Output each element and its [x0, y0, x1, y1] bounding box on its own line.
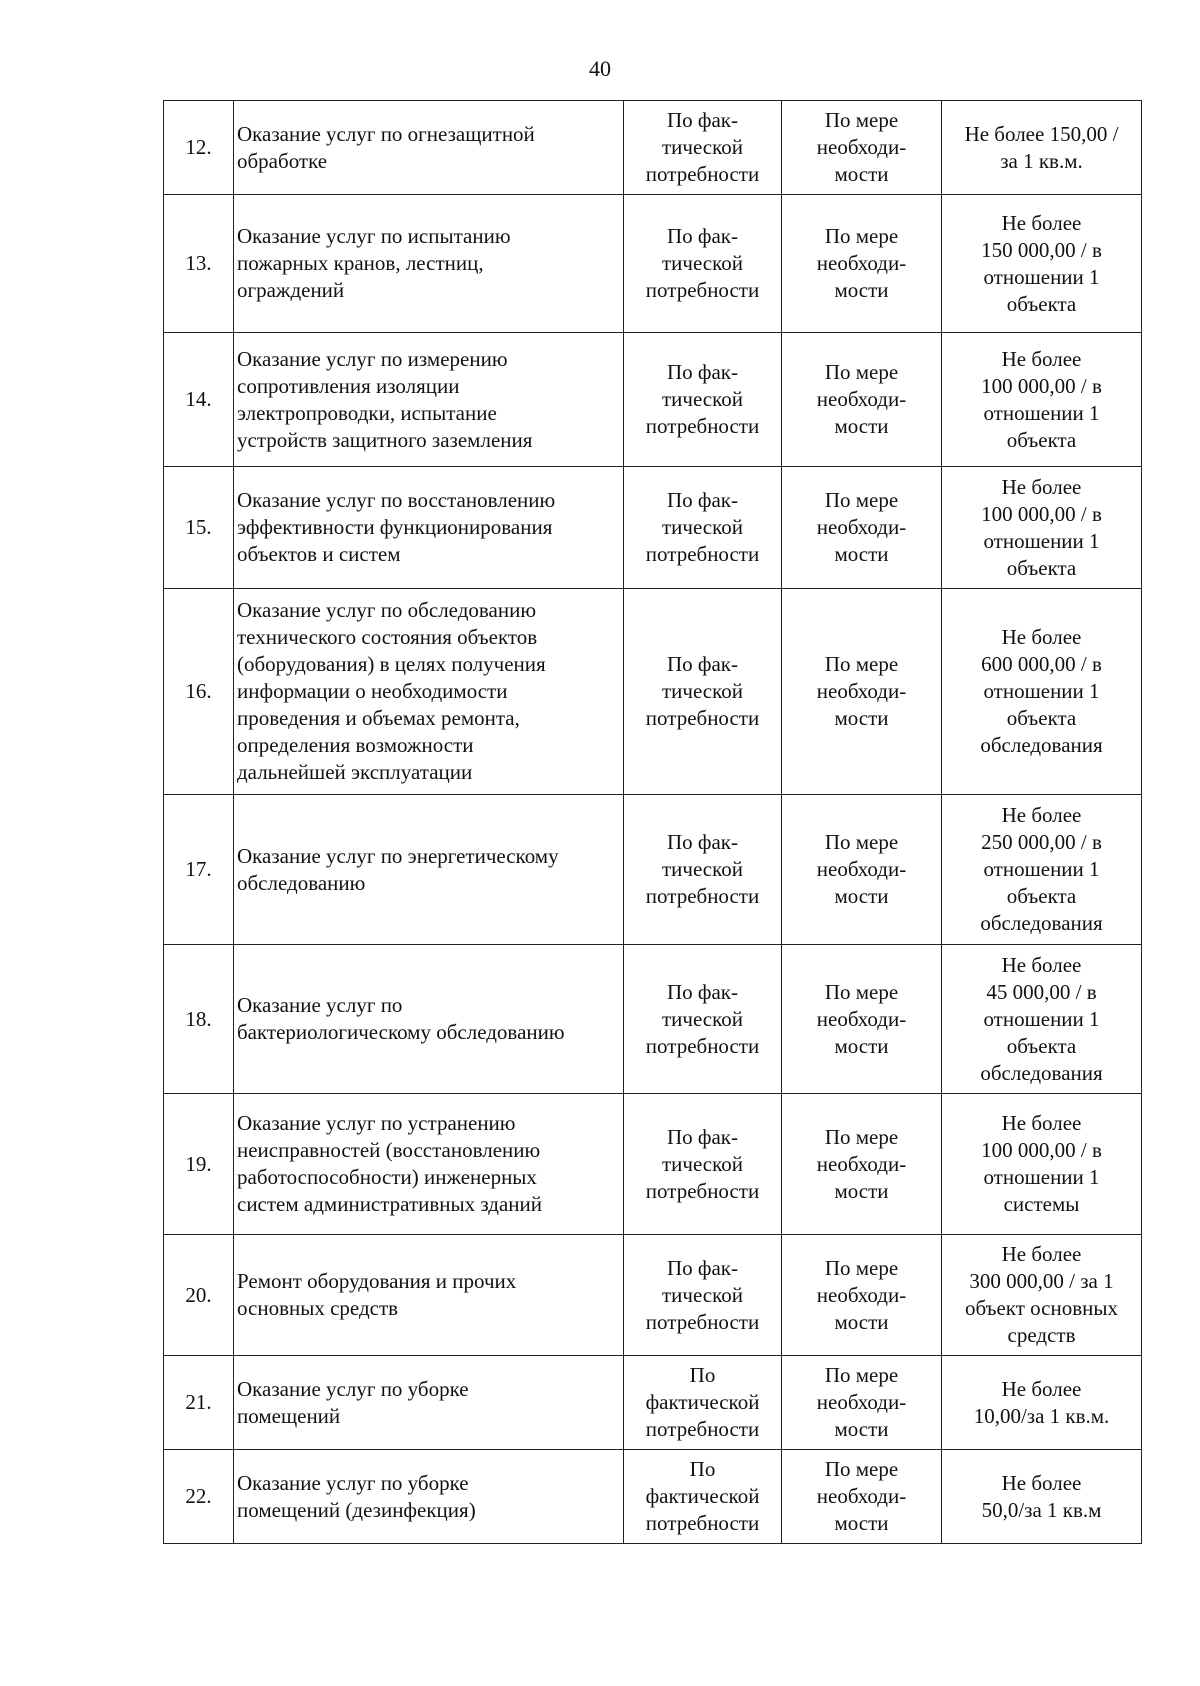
row-number: 18. [164, 945, 234, 1094]
table-row [164, 795, 1142, 945]
service-price: Не более 150,00 / за 1 кв.м. [942, 101, 1142, 195]
service-price: Не более 600 000,00 / в отношении 1 объекта обследования [942, 589, 1142, 795]
service-price: Не более 150 000,00 / в отношении 1 объекта [942, 195, 1142, 333]
service-volume: По фак- тической потребности [624, 333, 782, 467]
table-row [164, 333, 1142, 467]
service-volume: По фактической потребности [624, 1450, 782, 1544]
service-frequency: По мере необходи- мости [782, 1235, 942, 1356]
service-name: Оказание услуг по огнезащитной обработке [234, 101, 624, 195]
service-frequency: По мере необходи- мости [782, 1094, 942, 1235]
service-volume: По фактической потребности [624, 1356, 782, 1450]
service-frequency: По мере необходи- мости [782, 1450, 942, 1544]
service-price: Не более 100 000,00 / в отношении 1 объекта [942, 467, 1142, 589]
service-name: Оказание услуг по уборке помещений [234, 1356, 624, 1450]
service-name: Оказание услуг по уборке помещений (дезинфекция) [234, 1450, 624, 1544]
services-table [163, 100, 1142, 1544]
row-number: 14. [164, 333, 234, 467]
row-number: 21. [164, 1356, 234, 1450]
service-name: Оказание услуг по энергетическому обследованию [234, 795, 624, 945]
service-volume: По фак- тической потребности [624, 589, 782, 795]
table-row [164, 589, 1142, 795]
service-price: Не более 50,0/за 1 кв.м [942, 1450, 1142, 1544]
service-frequency: По мере необходи- мости [782, 589, 942, 795]
service-name: Оказание услуг по устранению неисправностей (восстановлению работоспособности) инженерных систем административных зданий [234, 1094, 624, 1235]
service-volume: По фак- тической потребности [624, 467, 782, 589]
table-row [164, 945, 1142, 1094]
service-name: Оказание услуг по измерению сопротивления изоляции электропроводки, испытание устройств защитного заземления [234, 333, 624, 467]
service-frequency: По мере необходи- мости [782, 467, 942, 589]
service-name: Оказание услуг по восстановлению эффективности функционирования объектов и систем [234, 467, 624, 589]
service-volume: По фак- тической потребности [624, 1235, 782, 1356]
service-volume: По фак- тической потребности [624, 101, 782, 195]
table-row [164, 1450, 1142, 1544]
page-number: 40 [589, 56, 611, 81]
service-volume: По фак- тической потребности [624, 795, 782, 945]
service-price: Не более 250 000,00 / в отношении 1 объекта обследования [942, 795, 1142, 945]
service-name: Оказание услуг по испытанию пожарных кранов, лестниц, ограждений [234, 195, 624, 333]
table-row [164, 467, 1142, 589]
service-price: Не более 100 000,00 / в отношении 1 объекта [942, 333, 1142, 467]
service-volume: По фак- тической потребности [624, 195, 782, 333]
service-frequency: По мере необходи- мости [782, 101, 942, 195]
service-volume: По фак- тической потребности [624, 1094, 782, 1235]
row-number: 19. [164, 1094, 234, 1235]
service-name: Оказание услуг по обследованию технического состояния объектов (оборудования) в целях получения информации о необходимости проведения и объемах ремонта, определения возможности дальнейшей эксплуатации [234, 589, 624, 795]
row-number: 17. [164, 795, 234, 945]
service-name: Ремонт оборудования и прочих основных средств [234, 1235, 624, 1356]
service-frequency: По мере необходи- мости [782, 333, 942, 467]
service-price: Не более 300 000,00 / за 1 объект основных средств [942, 1235, 1142, 1356]
row-number: 15. [164, 467, 234, 589]
service-volume: По фак- тической потребности [624, 945, 782, 1094]
row-number: 12. [164, 101, 234, 195]
service-frequency: По мере необходи- мости [782, 795, 942, 945]
table-row [164, 1356, 1142, 1450]
service-frequency: По мере необходи- мости [782, 195, 942, 333]
service-price: Не более 10,00/за 1 кв.м. [942, 1356, 1142, 1450]
service-price: Не более 45 000,00 / в отношении 1 объекта обследования [942, 945, 1142, 1094]
row-number: 22. [164, 1450, 234, 1544]
table-row [164, 195, 1142, 333]
service-price: Не более 100 000,00 / в отношении 1 системы [942, 1094, 1142, 1235]
row-number: 13. [164, 195, 234, 333]
row-number: 16. [164, 589, 234, 795]
table-row [164, 1094, 1142, 1235]
service-frequency: По мере необходи- мости [782, 945, 942, 1094]
row-number: 20. [164, 1235, 234, 1356]
table-row [164, 1235, 1142, 1356]
service-frequency: По мере необходи- мости [782, 1356, 942, 1450]
service-name: Оказание услуг по бактериологическому обследованию [234, 945, 624, 1094]
table-row [164, 101, 1142, 195]
